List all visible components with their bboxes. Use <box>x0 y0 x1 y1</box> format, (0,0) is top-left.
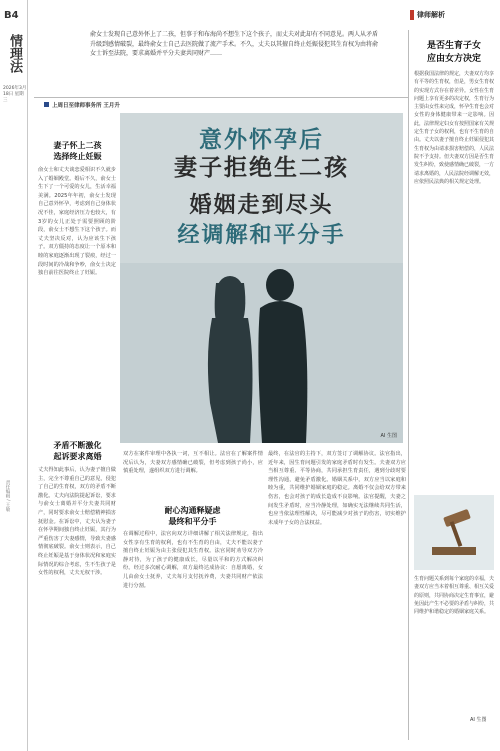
headline-illustration <box>120 113 403 443</box>
subhead-3: 耐心沟通释疑虑 最终和平分手 <box>164 506 221 526</box>
sidebar-illustration <box>414 495 494 570</box>
left-sidebar <box>0 0 28 751</box>
lead-paragraph: 俞女士发现自己意外怀上了二孩，但事于和布海尚不想生下这个孩子，而丈夫对此却有不同意见。两人从矛盾升级到感情破裂，最终俞女士自己去医院做了流产手术。不久，丈夫以其擅自终止妊娠侵犯其生育权为由将俞女士诉至法院，要求离婚并平分夫妻共同财产…… <box>90 31 379 57</box>
subhead-2: 矛盾不断激化 起诉要求离婚 <box>53 441 102 461</box>
byline-marker <box>44 102 49 107</box>
editor-credit: 责任编辑 / 王敏 <box>5 480 10 512</box>
issue-date: 2026年3月18日 星期三 <box>3 86 27 103</box>
article-column-3: 最终，在法官的主持下，双方签订了调解协议。法官指出，近年来，因生育问题引发的家庭矛盾时有发生。夫妻双方应当相互尊重、平等协商，共同承担生育责任，遇到分歧时要理性沟通，避免矛盾激化。婚姻关系中，双方应当以家庭和睦为重，共同维护婚姻家庭的稳定。离婚不仅会给双方带来伤害，也会对孩子的成长造成不良影响。法官提醒，夫妻之间发生矛盾时，应当冷静处理，如确实无法继续共同生活，也应当依法理性解决，尽可能减少对孩子的伤害，切实维护未成年子女的合法权益。 <box>268 451 406 526</box>
divider <box>34 97 409 98</box>
headline-line-1: 意外怀孕后 <box>199 126 324 153</box>
sidebar-article-title: 是否生育子女 应由女方决定 <box>426 41 481 64</box>
sidebar-article-text: 根据我国法律的规定，夫妻双方均享有平等的生育权，但是，男女生育权的实现方式存在着差异。女性在生育问题上享有更多的决定权，生育行为主要由女性来完成，怀孕生育也会对女性的身体健康带来一定影响。因此，法律规定妇女有按照国家有关规定生育子女的权利，也有不生育的自由。丈夫以妻子擅自终止妊娠侵犯其生育权为由请求损害赔偿的，人民法院不予支持。但夫妻双方因是否生育发生纠纷，致使感情确已破裂，一方请求离婚的，人民法院经调解无效，应依照民法典的相关规定处理。 <box>414 71 494 185</box>
headline-line-3: 婚姻走到尽头 <box>189 192 334 218</box>
tag-marker <box>410 10 414 20</box>
section-title: 情理法 <box>7 34 22 73</box>
sidebar-illustration-credit: AI 生图 <box>470 717 487 723</box>
article-column-2a: 双方在案件审理中各执一词，互不相让。法官在了解案件情况后认为，夫妻双方感情确已破裂，但考虑到孩子尚小，应慎重处理，遂组织双方进行调解。 <box>123 451 263 475</box>
headline-line-4: 经调解和平分手 <box>177 222 346 248</box>
headline-line-2: 妻子拒绝生二孩 <box>174 154 349 181</box>
byline: 上周日至律师事务所 王月升 <box>52 103 120 109</box>
gavel-illustration <box>414 495 494 570</box>
article-column-2b: 在调解过程中，法官向双方详细讲解了相关法律规定，指出女性享有生育的权利，也有不生育的自由，丈夫不能以妻子擅自终止妊娠为由主张侵犯其生育权。法官同时劝导双方冷静对待，为了孩子的健康成长，尽量以平和的方式解决纠纷。经过多次耐心调解，双方最终达成协议：自愿离婚，女儿由俞女士抚养，丈夫每月支付抚养费，夫妻共同财产依法进行分割。 <box>123 531 263 589</box>
illustration-credit: AI 生图 <box>380 433 397 439</box>
section-tag: 律师解析 <box>417 11 445 19</box>
column-divider <box>408 30 409 740</box>
sidebar-article-text-2: 生育问题关系到每个家庭的幸福，夫妻双方应当本着相互尊重、相互关爱的原则，共同协商决定生育事宜，避免因此产生不必要的矛盾与纠纷，共同维护和谐稳定的婚姻家庭关系。 <box>414 576 494 616</box>
article-column-1: 俞女士和丈夫谈恋爱相识不久就步入了婚姻殿堂。婚后不久，俞女士生下了一个可爱的女儿，生活幸福美满。2025年年初，俞女士发现自己意外怀孕，考虑到自己身体状况不佳，家庭经济压力也较大，有3岁的女儿正处于需要照顾的阶段，俞女士不想生下这个孩子。而丈夫坚决反对，认为应该生下孩子。双方僵持的态度让一个原本和睦的家庭逐渐出现了裂痕，经过一段时间的冷战和争吵，俞女士决定独自前往医院终止了妊娠。 <box>38 167 116 277</box>
subhead-1: 妻子怀上二孩 选择终止妊娠 <box>53 141 102 161</box>
article-column-1b: 丈夫得知此事后，认为妻子擅自做主，完全不尊重自己的意见，侵犯了自己的生育权，双方的矛盾不断激化。丈夫向法院提起诉讼，要求与俞女士离婚并平分夫妻共同财产，同时要求俞女士赔偿精神损害抚慰金。在诉讼中，丈夫认为妻子在怀孕期间独自终止妊娠，其行为严重伤害了夫妻感情，导致夫妻感情彻底破裂。俞女士则表示，自己终止妊娠是基于身体状况和家庭实际情况的综合考虑，生不生孩子是女性的权利，丈夫无权干涉。 <box>38 467 116 577</box>
page-number: B4 <box>4 10 19 21</box>
